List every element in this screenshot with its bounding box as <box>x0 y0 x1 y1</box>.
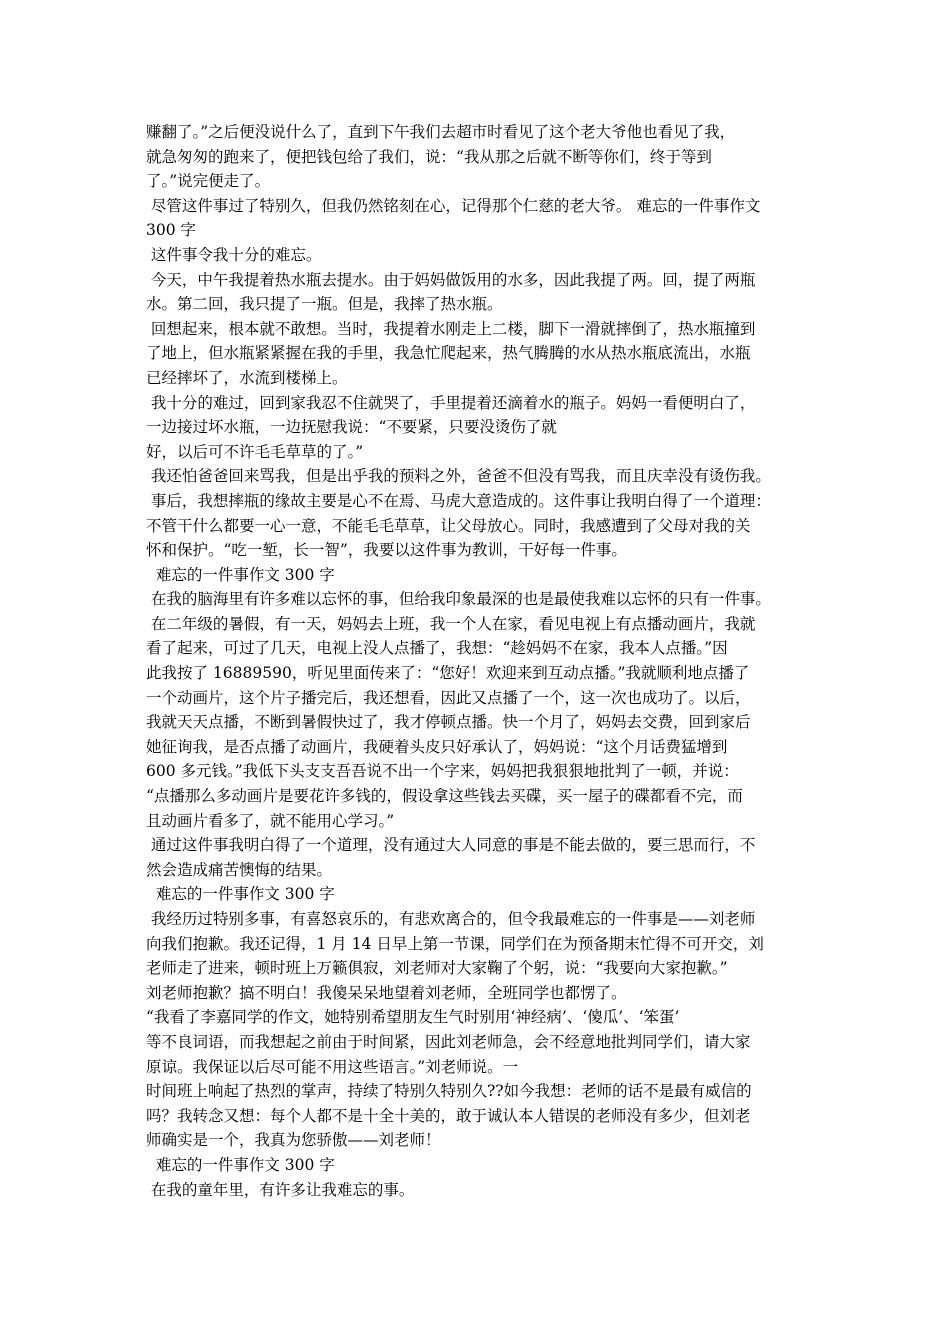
text-line: 不管干什么都要一心一意，不能毛毛草草，让父母放心。同时，我感遭到了父母对我的关 <box>146 516 751 535</box>
text-line: 我经历过特别多事，有喜怒哀乐的，有悲欢离合的，但令我最难忘的一件事是——刘老师 <box>146 910 756 928</box>
text-line: 这件事令我十分的难忘。 <box>146 245 322 264</box>
text-line: 今天，中午我提着热水瓶去提水。由于妈妈做饭用的水多，因此我提了两。回，提了两瓶 <box>146 270 756 289</box>
text-line: 水。第二回，我只提了一瓶。但是，我摔了热水瓶。 <box>146 295 503 314</box>
text-line: 向我们抱歉。我还记得，1 月 14 日早上第一节课，同学们在为预备期末忙得不可开交，刘 <box>146 934 764 953</box>
text-line: 且动画片看多了，就不能用心学习。” <box>146 811 395 830</box>
text-line: 我十分的难过，回到家我忍不住就哭了，手里提着还滴着水的瓶子。妈妈一看便明白了， <box>146 393 756 412</box>
text-line: 一个动画片，这个片子播完后，我还想看，因此又点播了一个，这一次也成功了。以后， <box>146 688 751 707</box>
text-line: 此我按了 16889590，听见里面传来了：“您好！欢迎来到互动点播。”我就顺利地点播了 <box>146 664 750 683</box>
text-line: 一边接过坏水瓶，一边抚慰我说：“不要紧，只要没烫伤了就 <box>146 418 557 437</box>
text-line: 通过这件事我明白得了一个道理，没有通过大人同意的事是不能去做的，要三思而行，不 <box>146 836 756 855</box>
text-line: 老师走了进来，顿时班上万籁俱寂，刘老师对大家鞠了个躬，说：“我要向大家抱歉。” <box>146 959 728 978</box>
text-line: 吗？我转念又想：每个人都不是十全十美的，敢于诚认本人错误的老师没有多少，但刘老 <box>146 1106 751 1125</box>
text-line: 600 多元钱。”我低下头支支吾吾说不出一个字来，妈妈把我狠狠地批判了一顿，并说： <box>146 762 739 781</box>
text-line: 事后，我想摔瓶的缘故主要是心不在焉、马虎大意造成的。这件事让我明白得了一个道理： <box>146 491 771 510</box>
text-line: 了地上，但水瓶紧紧握在我的手里，我急忙爬起来，热气腾腾的水从热水瓶底流出，水瓶 <box>146 344 751 363</box>
text-line: 她征询我，是否点播了动画片，我硬着头皮只好承认了，妈妈说：“这个月话费猛增到 <box>146 737 728 756</box>
text-line: 在我的脑海里有许多难以忘怀的事，但给我印象最深的也是最使我难以忘怀的只有一件事。 <box>146 590 771 609</box>
text-line: 我还怕爸爸回来骂我，但是出乎我的预料之外，爸爸不但没有骂我，而且庆幸没有烫伤我。 <box>146 467 771 486</box>
text-line: 难忘的一件事作文 300 字 <box>146 1155 335 1174</box>
text-line: 原谅。我保证以后尽可能不用这些语言。”刘老师说。一 <box>146 1057 519 1076</box>
text-line: 了。”说完便走了。 <box>146 172 271 191</box>
text-line: “我看了李嘉同学的作文，她特别希望朋友生气时别用‘神经病’、‘傻瓜’、‘笨蛋’ <box>146 1008 680 1027</box>
text-line: 刘老师抱歉？搞不明白！我傻呆呆地望着刘老师，全班同学也都愣了。 <box>146 983 627 1002</box>
text-line: 在我的童年里，有许多让我难忘的事。 <box>146 1180 415 1199</box>
text-line: 赚翻了。”之后便没说什么了，直到下午我们去超市时看见了这个老大爷他也看见了我， <box>146 123 736 141</box>
text-line: 时间班上响起了热烈的掌声，持续了特别久特别久??如今我想：老师的话不是最有威信的 <box>146 1082 752 1101</box>
text-line: 在二年级的暑假，有一天，妈妈去上班，我一个人在家，看见电视上有点播动画片，我就 <box>146 614 756 633</box>
text-line: 就急匆匆的跑来了，便把钱包给了我们，说：“我从那之后就不断等你们，终于等到 <box>146 147 712 166</box>
text-line: 300 字 <box>146 221 197 240</box>
text-line: 师确实是一个，我真为您骄傲——刘老师！ <box>146 1131 441 1150</box>
text-line: 等不良词语，而我想起之前由于时间紧，因此刘老师急，会不经意地批判同学们，请大家 <box>146 1032 751 1051</box>
text-line: 难忘的一件事作文 300 字 <box>146 565 335 584</box>
text-line: 怀和保护。“吃一堑，长一智”，我要以这件事为教训，干好每一件事。 <box>146 541 627 560</box>
text-line: 回想起来，根本就不敢想。当时，我提着水刚走上二楼，脚下一滑就摔倒了，热水瓶撞到 <box>146 319 756 338</box>
text-line: 看了起来，可过了几天，电视上没人点播了，我想：“趁妈妈不在家，我本人点播。”因 <box>146 639 728 658</box>
text-line: 好，以后可不许毛毛草草的了。” <box>146 442 364 461</box>
text-line: 我就天天点播，不断到暑假快过了，我才停顿点播。快一个月了，妈妈去交费，回到家后 <box>146 713 751 732</box>
text-line: 尽管这件事过了特别久，但我仍然铭刻在心，记得那个仁慈的老大爷。 难忘的一件事作文 <box>146 196 761 215</box>
text-line: “点播那么多动画片是要花许多钱的，假设拿这些钱去买碟，买一屋子的碟都看不完，而 <box>146 787 743 806</box>
text-line: 已经摔坏了，水流到楼梯上。 <box>146 368 348 387</box>
text-line: 然会造成痛苦懊悔的结果。 <box>146 860 333 879</box>
document-body <box>146 120 816 1202</box>
text-line: 难忘的一件事作文 300 字 <box>146 885 335 904</box>
